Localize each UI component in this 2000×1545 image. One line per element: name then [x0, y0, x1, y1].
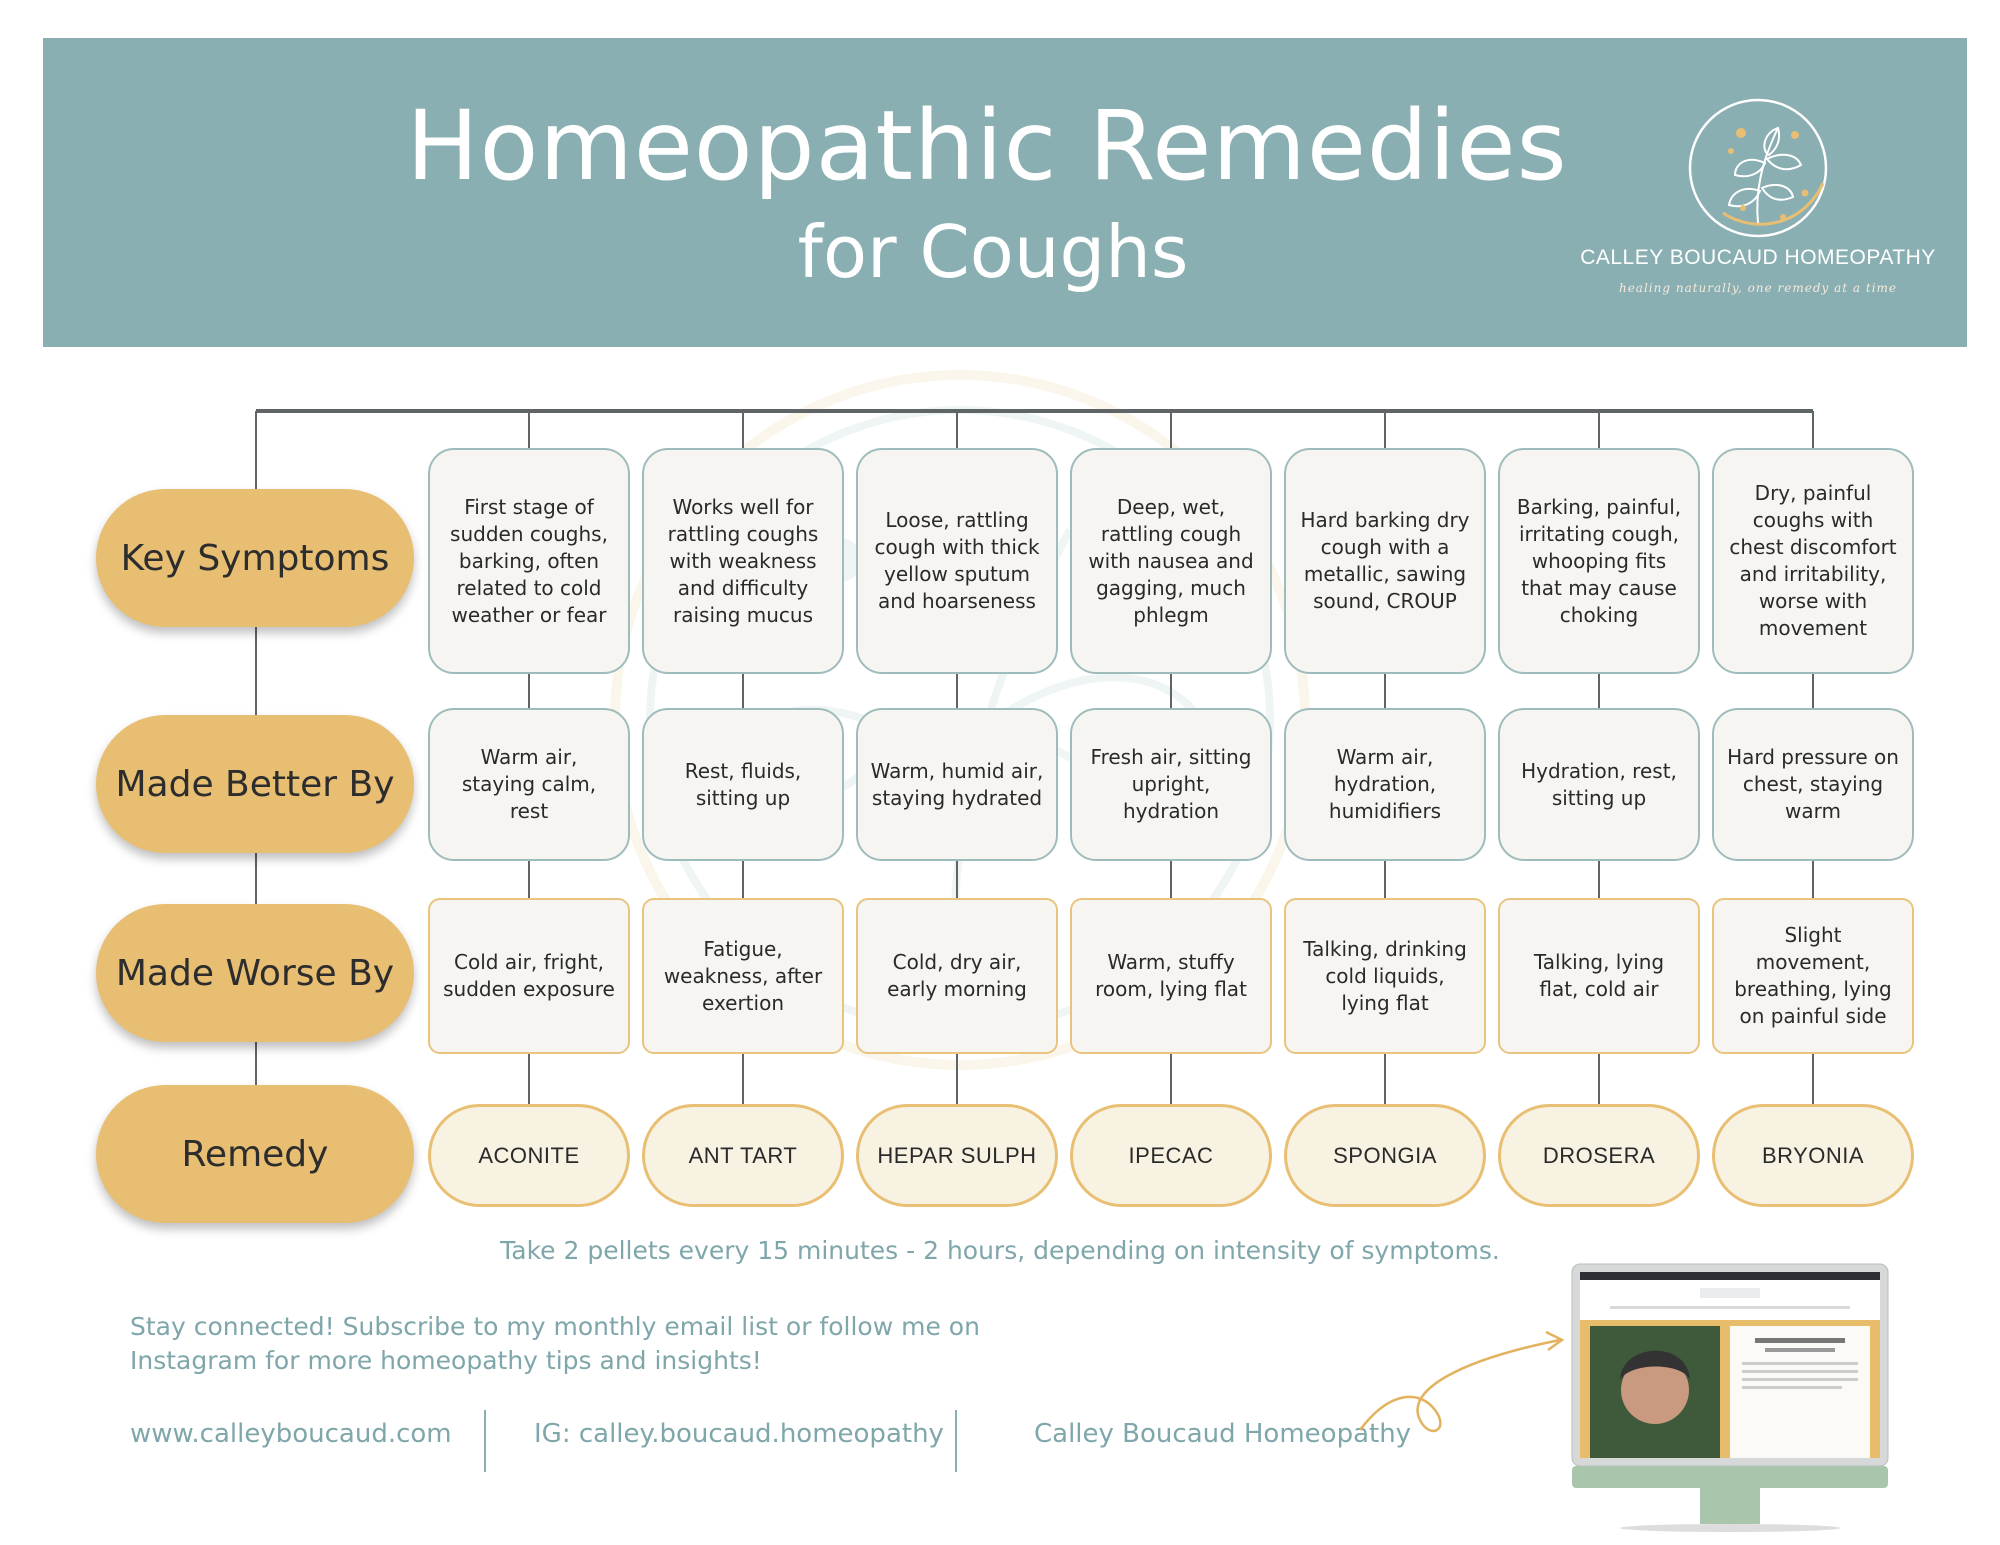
made-worse-cell: Talking, drinking cold liquids, lying flat [1284, 898, 1486, 1054]
made-better-cell: Hydration, rest, sitting up [1498, 708, 1700, 861]
key-symptom-cell: Deep, wet, rattling cough with nausea and gagging, much phlegm [1070, 448, 1272, 674]
key-symptom-cell: Dry, painful coughs with chest discomfort and irritability, worse with movement [1712, 448, 1914, 674]
made-better-cell: Warm air, staying calm, rest [428, 708, 630, 861]
brand-name: CALLEY BOUCAUD HOMEOPATHY [1580, 246, 1936, 269]
made-better-cell: Warm air, hydration, humidifiers [1284, 708, 1486, 861]
made-worse-cell: Cold, dry air, early morning [856, 898, 1058, 1054]
row-label-made-better-by: Made Better By [96, 715, 414, 853]
made-worse-cell: Warm, stuffy room, lying flat [1070, 898, 1272, 1054]
key-symptom-cell: Hard barking dry cough with a metallic, sawing sound, CROUP [1284, 448, 1486, 674]
row-label-key-symptoms: Key Symptoms [96, 489, 414, 627]
made-worse-cell: Fatigue, weakness, after exertion [642, 898, 844, 1054]
footer-divider [955, 1410, 957, 1472]
stay-connected-text: Stay connected! Subscribe to my monthly email list or follow me on Instagram for more homeopathy tips and insights! [130, 1312, 980, 1375]
remedy-cell: BRYONIA [1712, 1104, 1914, 1207]
made-better-cell: Hard pressure on chest, staying warm [1712, 708, 1914, 861]
key-symptom-cell: Barking, painful, irritating cough, whooping fits that may cause choking [1498, 448, 1700, 674]
row-label-remedy: Remedy [96, 1085, 414, 1223]
footer-divider [484, 1410, 486, 1472]
made-worse-cell: Talking, lying flat, cold air [1498, 898, 1700, 1054]
curly-arrow-icon [1350, 1300, 1570, 1440]
website-preview-monitor-icon [1570, 1262, 1890, 1532]
row-label-made-worse-by: Made Worse By [96, 904, 414, 1042]
made-better-cell: Warm, humid air, staying hydrated [856, 708, 1058, 861]
made-worse-cell: Slight movement, breathing, lying on painful side [1712, 898, 1914, 1054]
website-link[interactable]: www.calleyboucaud.com [130, 1419, 452, 1449]
instagram-link[interactable]: IG: calley.boucaud.homeopathy [534, 1419, 944, 1449]
remedy-cell: ANT TART [642, 1104, 844, 1207]
remedy-cell: ACONITE [428, 1104, 630, 1207]
dosage-note: Take 2 pellets every 15 minutes - 2 hours, depending on intensity of symptoms. [500, 1236, 1500, 1265]
key-symptom-cell: First stage of sudden coughs, barking, often related to cold weather or fear [428, 448, 630, 674]
key-symptom-cell: Loose, rattling cough with thick yellow sputum and hoarseness [856, 448, 1058, 674]
remedy-cell: HEPAR SULPH [856, 1104, 1058, 1207]
made-better-cell: Fresh air, sitting upright, hydration [1070, 708, 1272, 861]
remedy-cell: DROSERA [1498, 1104, 1700, 1207]
brand-tagline: healing naturally, one remedy at a time [1618, 281, 1898, 295]
key-symptom-cell: Works well for rattling coughs with weakness and difficulty raising mucus [642, 448, 844, 674]
made-worse-cell: Cold air, fright, sudden exposure [428, 898, 630, 1054]
made-better-cell: Rest, fluids, sitting up [642, 708, 844, 861]
footer-business-name: Calley Boucaud Homeopathy [1034, 1419, 1412, 1449]
remedy-cell: SPONGIA [1284, 1104, 1486, 1207]
page-title: Homeopathic Remedies [406, 90, 1568, 202]
page-subtitle: for Coughs [797, 210, 1189, 294]
remedy-cell: IPECAC [1070, 1104, 1272, 1207]
